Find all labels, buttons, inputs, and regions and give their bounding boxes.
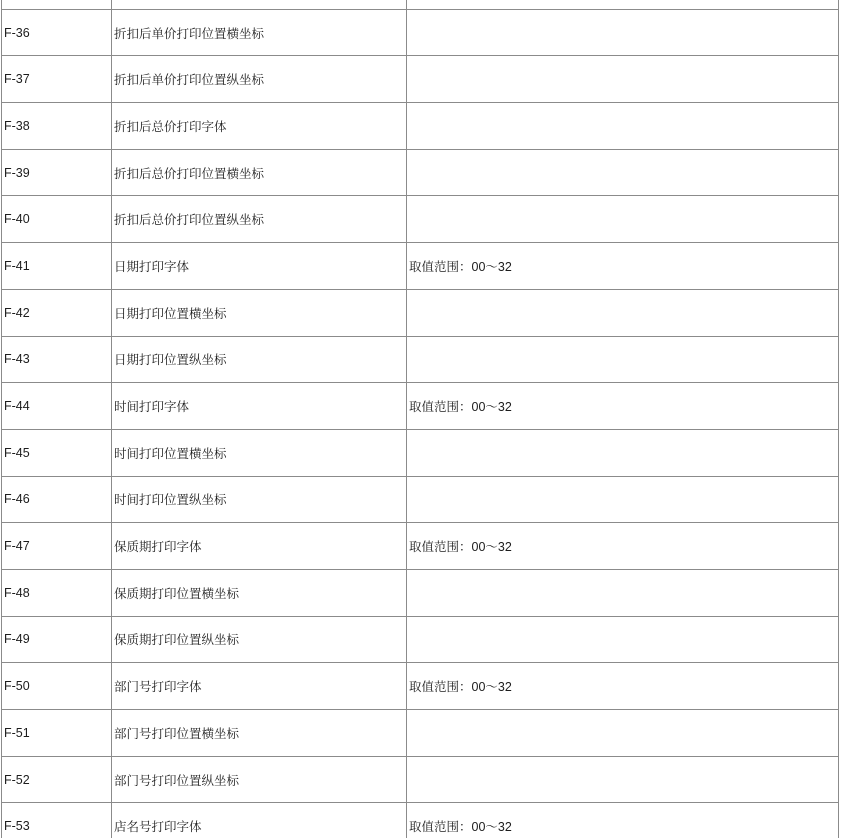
value-range-cell: 取值范围：00～32 <box>407 803 839 838</box>
value-range-cell <box>407 569 839 616</box>
table-row <box>2 710 839 757</box>
table-row <box>2 569 839 616</box>
value-range-cell <box>407 710 839 757</box>
config-name-cell: 保质期打印位置纵坐标 <box>112 616 407 663</box>
table-row <box>2 616 839 663</box>
value-range-cell <box>407 149 839 196</box>
config-code-cell: F-42 <box>2 289 112 336</box>
config-name-cell: 日期打印位置横坐标 <box>112 289 407 336</box>
config-code-cell: F-53 <box>2 803 112 838</box>
config-code-cell: F-47 <box>2 523 112 570</box>
config-code-cell: F-38 <box>2 103 112 150</box>
table-row <box>2 663 839 710</box>
config-name-cell: 时间打印位置横坐标 <box>112 429 407 476</box>
value-range-cell: 取值范围：00～32 <box>407 383 839 430</box>
value-range-cell <box>407 429 839 476</box>
table-row <box>2 196 839 243</box>
clipped-row-top <box>2 0 839 9</box>
table-row <box>2 289 839 336</box>
table-row <box>2 803 839 838</box>
config-name-cell: 保质期打印位置横坐标 <box>112 569 407 616</box>
config-code-cell: F-49 <box>2 616 112 663</box>
config-code-cell: F-39 <box>2 149 112 196</box>
value-range-cell: 取值范围：00～32 <box>407 243 839 290</box>
config-name-cell: 时间打印字体 <box>112 383 407 430</box>
config-name-cell: 折扣后总价打印位置横坐标 <box>112 149 407 196</box>
table-row <box>2 9 839 56</box>
table-row <box>2 756 839 803</box>
config-name-cell: 日期打印字体 <box>112 243 407 290</box>
value-range-cell <box>407 9 839 56</box>
config-code-cell: F-41 <box>2 243 112 290</box>
config-name-cell: 部门号打印字体 <box>112 663 407 710</box>
table-row <box>2 336 839 383</box>
table-row <box>2 56 839 103</box>
value-range-cell <box>407 289 839 336</box>
config-code-cell <box>2 0 112 9</box>
config-name-cell: 折扣后单价打印位置横坐标 <box>112 9 407 56</box>
config-name-cell: 折扣后总价打印字体 <box>112 103 407 150</box>
table-row <box>2 383 839 430</box>
table-row <box>2 149 839 196</box>
config-code-cell: F-40 <box>2 196 112 243</box>
value-range-cell <box>407 0 839 9</box>
config-code-cell: F-45 <box>2 429 112 476</box>
printer-settings-table <box>1 0 839 838</box>
config-code-cell: F-50 <box>2 663 112 710</box>
value-range-cell <box>407 336 839 383</box>
config-name-cell: 折扣后单价打印位置纵坐标 <box>112 56 407 103</box>
config-name-cell <box>112 0 407 9</box>
value-range-cell: 取值范围：00～32 <box>407 523 839 570</box>
value-range-cell <box>407 756 839 803</box>
config-name-cell: 保质期打印字体 <box>112 523 407 570</box>
table-row <box>2 523 839 570</box>
config-code-cell: F-37 <box>2 56 112 103</box>
config-code-cell: F-51 <box>2 710 112 757</box>
config-name-cell: 日期打印位置纵坐标 <box>112 336 407 383</box>
config-code-cell: F-48 <box>2 569 112 616</box>
value-range-cell <box>407 616 839 663</box>
value-range-cell <box>407 56 839 103</box>
config-code-cell: F-36 <box>2 9 112 56</box>
config-name-cell: 时间打印位置纵坐标 <box>112 476 407 523</box>
table-row <box>2 243 839 290</box>
config-name-cell: 部门号打印位置纵坐标 <box>112 756 407 803</box>
value-range-cell: 取值范围：00～32 <box>407 663 839 710</box>
table-row <box>2 476 839 523</box>
table-row <box>2 103 839 150</box>
config-code-cell: F-46 <box>2 476 112 523</box>
value-range-cell <box>407 103 839 150</box>
table-row <box>2 429 839 476</box>
config-code-cell: F-43 <box>2 336 112 383</box>
config-code-cell: F-44 <box>2 383 112 430</box>
value-range-cell <box>407 476 839 523</box>
config-code-cell: F-52 <box>2 756 112 803</box>
config-name-cell: 折扣后总价打印位置纵坐标 <box>112 196 407 243</box>
config-name-cell: 店名号打印字体 <box>112 803 407 838</box>
value-range-cell <box>407 196 839 243</box>
config-name-cell: 部门号打印位置横坐标 <box>112 710 407 757</box>
